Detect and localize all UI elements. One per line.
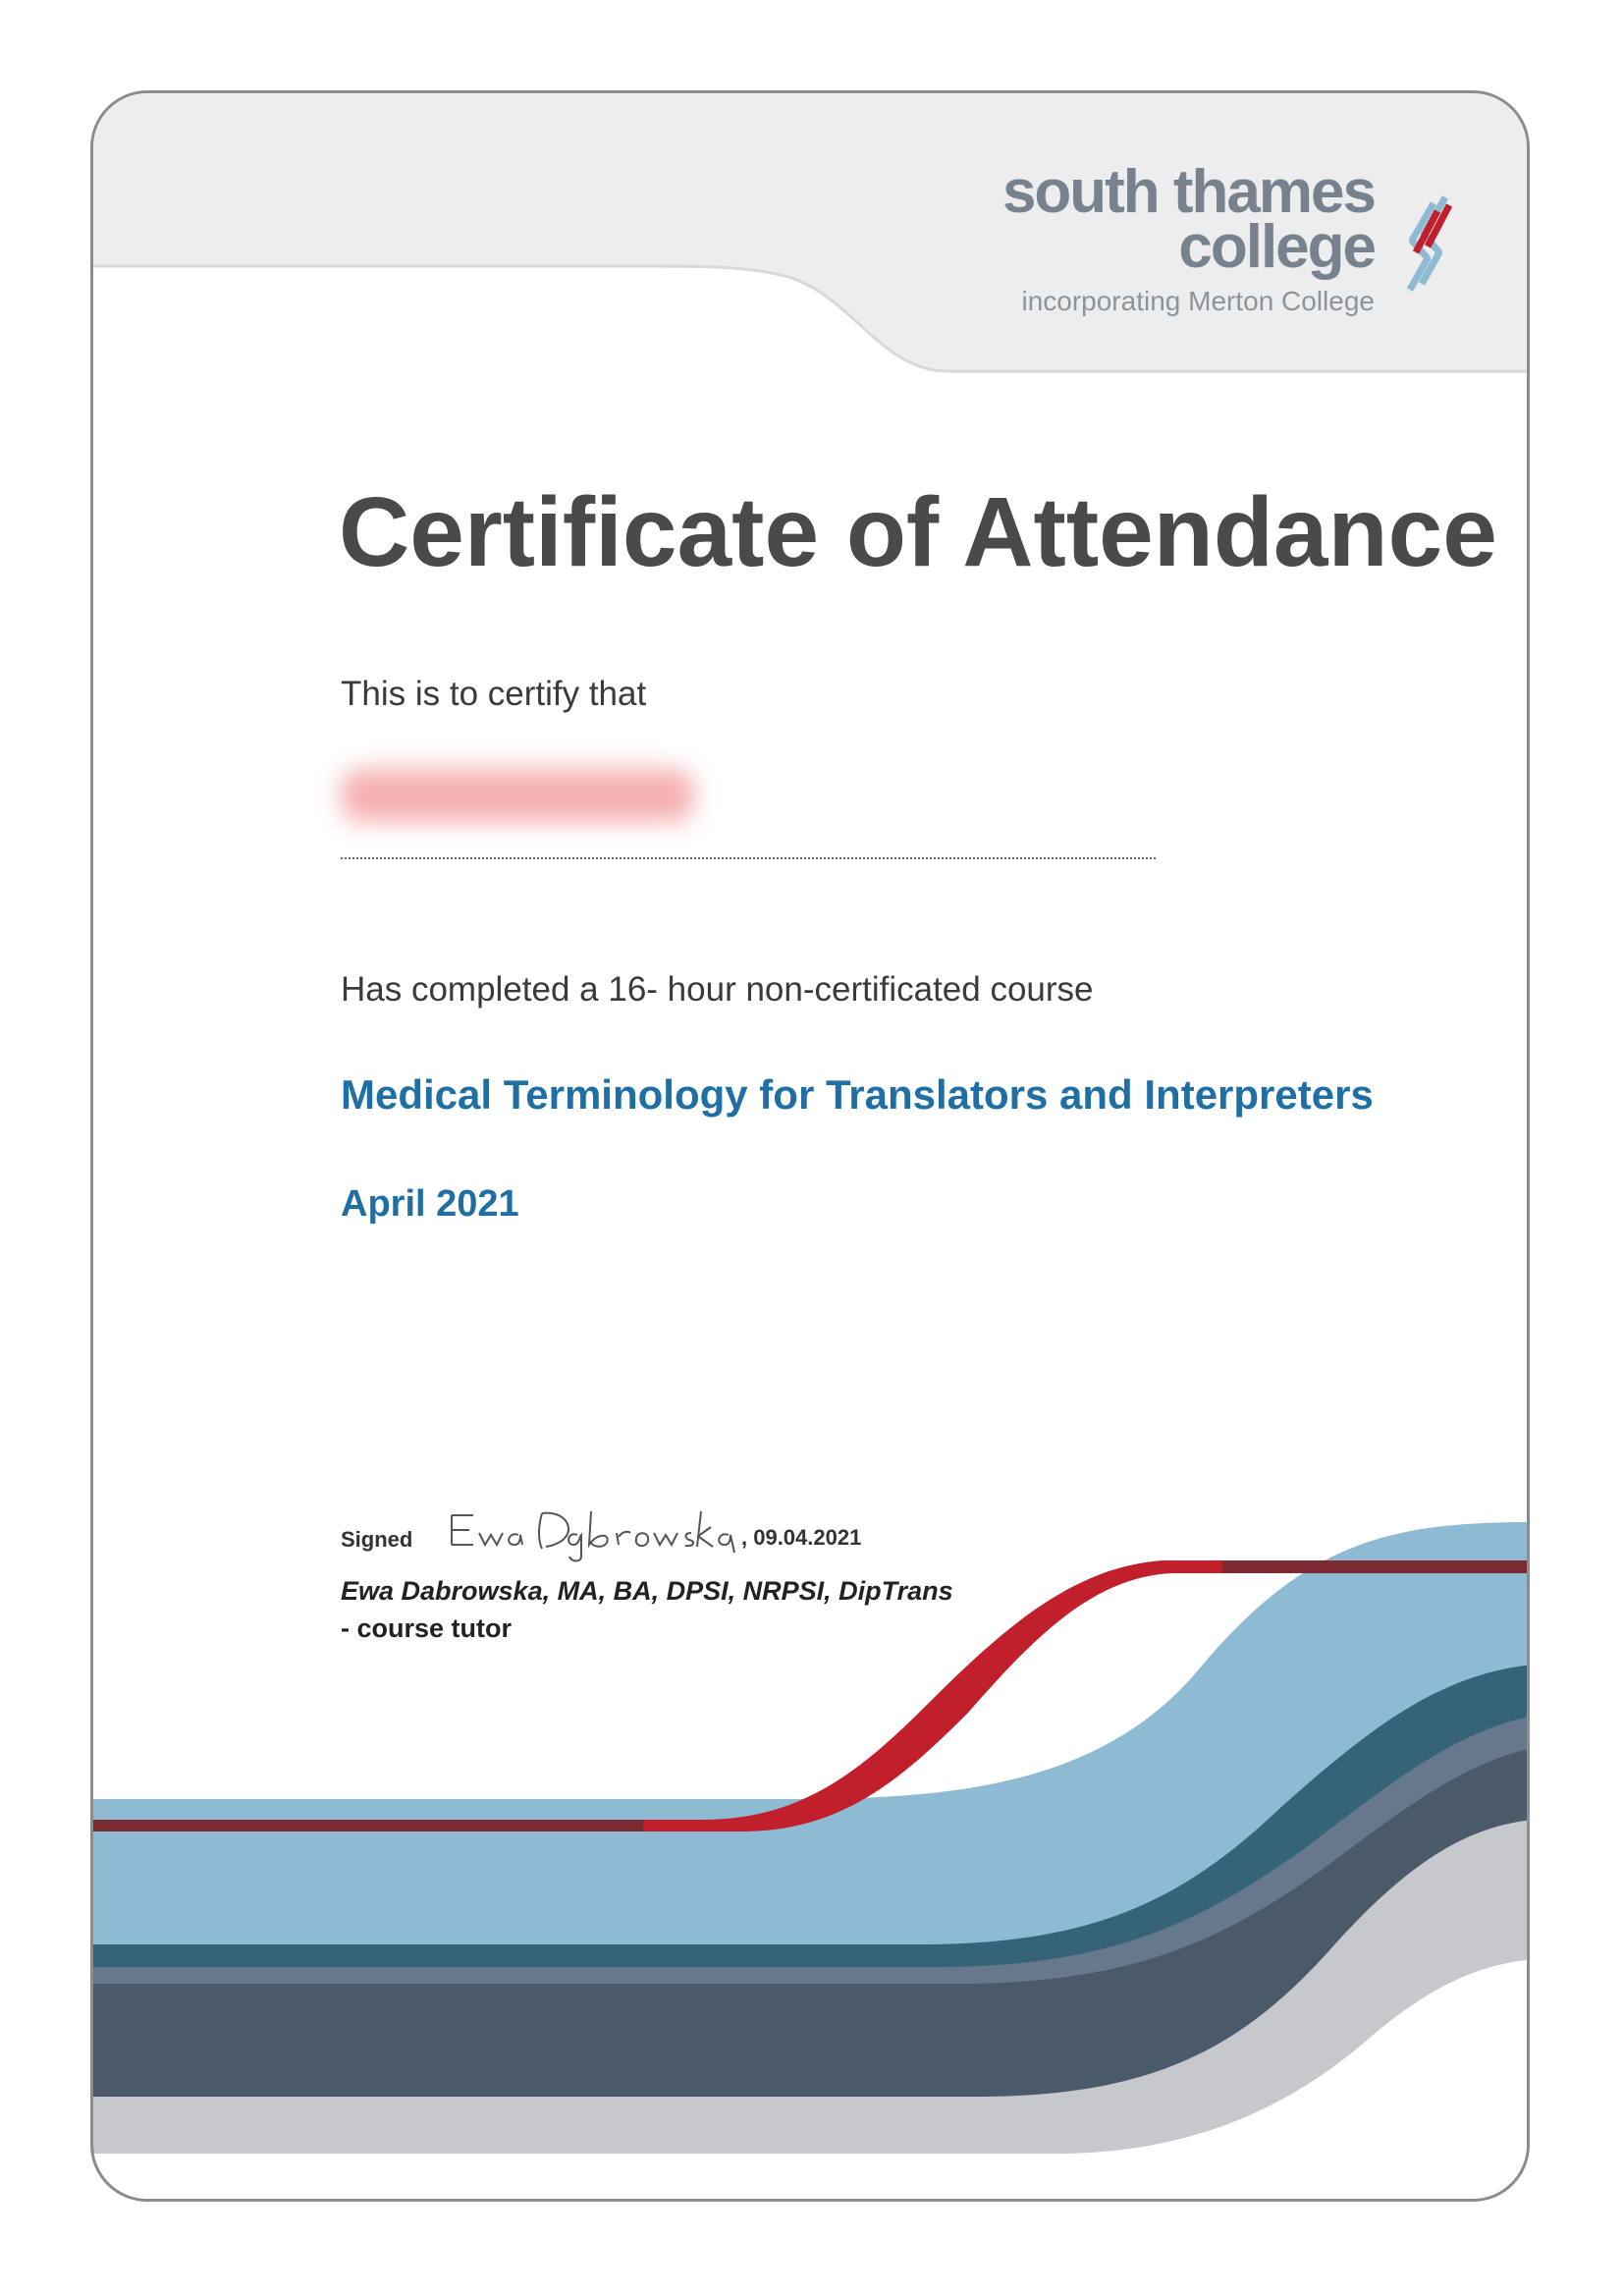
signature-date: , 09.04.2021 [741,1525,862,1550]
background-art [93,93,1530,2202]
course-name: Medical Terminology for Translators and Interpreters [341,1071,1374,1118]
redacted-recipient-name [341,769,694,822]
certificate-page [90,90,1530,2202]
completion-statement: Has completed a 16- hour non-certificated course [341,970,1094,1009]
ribbon-red-right [1222,1560,1530,1573]
college-logo [1001,158,1502,339]
certificate-title: Certificate of Attendance [339,477,1497,587]
certify-line: This is to certify that [341,675,647,713]
tutor-role: - course tutor [341,1613,513,1643]
name-dotted-line [341,857,1156,859]
signed-label: Signed [341,1527,413,1552]
logo-mark-icon [1382,182,1461,300]
handwritten-signature [444,1498,738,1566]
course-date: April 2021 [341,1183,519,1225]
ribbon-red-left [93,1820,643,1831]
logo-subtitle: incorporating Merton College [1021,286,1375,316]
tutor-name: Ewa Dabrowska, MA, BA, DPSI, NRPSI, DipTrans [341,1576,953,1606]
logo-text-line1: south thames [1001,158,1375,226]
logo-text-line2: college [1178,213,1375,281]
